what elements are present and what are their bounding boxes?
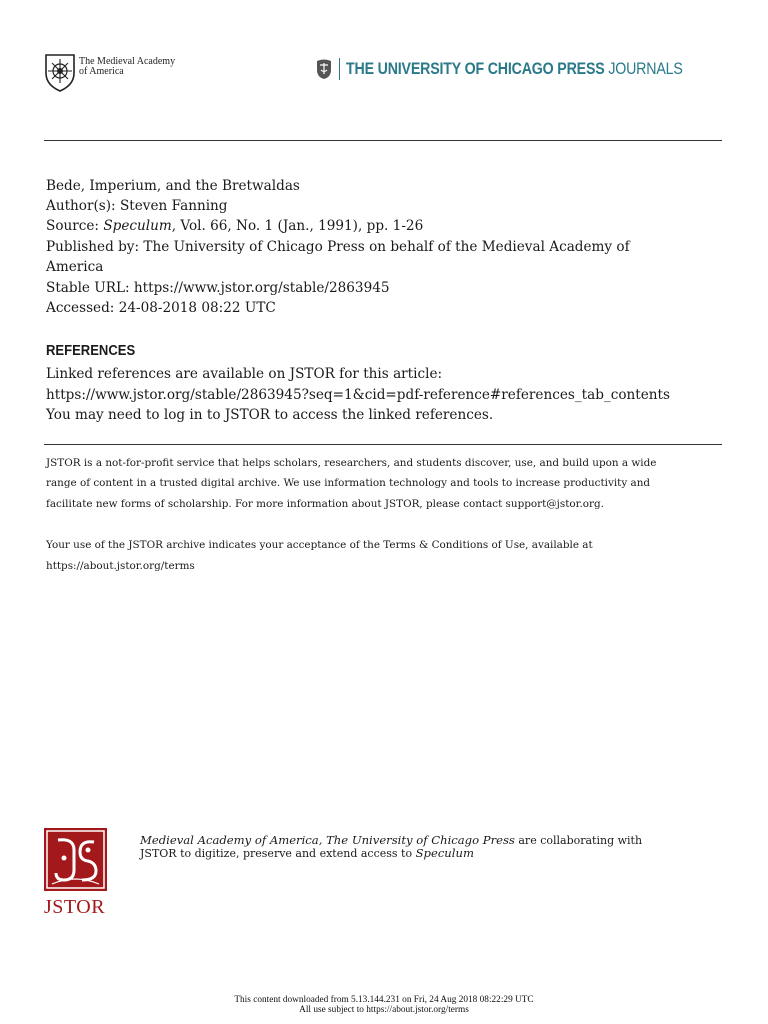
medieval-academy-shield-icon: [44, 53, 76, 93]
ucp-wordmark: [346, 60, 683, 79]
jstor-wordmark: JSTOR: [44, 896, 106, 918]
accessed-date: Accessed: 24-08-2018 08:22 UTC: [46, 300, 276, 316]
references-divider: [44, 444, 722, 445]
references-intro: Linked references are available on JSTOR for this article:: [46, 366, 443, 382]
medieval-academy-logo: [44, 53, 175, 93]
ucp-logo-divider: [339, 58, 340, 80]
terms-notice: All use subject to https://about.jstor.org/terms: [299, 1005, 469, 1015]
header-divider: [44, 140, 722, 141]
jstor-logo: [44, 828, 107, 891]
collaboration-line1-rest: are collaborating with: [514, 834, 643, 847]
article-source: [46, 216, 423, 237]
download-notice: This content downloaded from 5.13.144.231 on Fri, 24 Aug 2018 08:22:29 UTC: [234, 995, 534, 1005]
article-title: Bede, Imperium, and the Bretwaldas: [46, 178, 300, 194]
collaboration-journal: Speculum: [415, 846, 474, 860]
stable-url[interactable]: Stable URL: https://www.jstor.org/stable/2863945: [46, 280, 390, 296]
references-link[interactable]: https://www.jstor.org/stable/2863945?seq=1&cid=pdf-reference#references_tab_contents: [46, 387, 670, 403]
notice-para1-line3: facilitate new forms of scholarship. For more information about JSTOR, please contact support@jstor.org.: [46, 498, 604, 510]
collaborating-publishers: Medieval Academy of America, The University of Chicago Press: [140, 833, 515, 847]
notice-para1-line2: range of content in a trusted digital archive. We use information technology and tools to increase productivity and: [46, 477, 651, 489]
published-by-line1: Published by: The University of Chicago Press on behalf of the Medieval Academy of: [46, 239, 630, 255]
medieval-logo-line2: of America: [79, 66, 124, 77]
medieval-logo-line1: The Medieval Academy: [79, 56, 176, 67]
source-label: Source:: [46, 218, 104, 234]
notice-para1-line1: JSTOR is a not-for-profit service that helps scholars, researchers, and students discover, use, and build upon a wide: [46, 457, 657, 469]
collaboration-line2-start: JSTOR to digitize, preserve and extend access to: [140, 847, 416, 860]
published-by-line2: America: [46, 259, 104, 275]
ucp-logo-main: THE UNIVERSITY OF CHICAGO PRESS: [346, 59, 605, 78]
notice-para2-line1: Your use of the JSTOR archive indicates your acceptance of the Terms & Conditions of Use, available at: [46, 539, 593, 551]
jstor-monogram-icon: [44, 828, 107, 891]
medieval-academy-wordmark: [79, 57, 175, 77]
ucp-phoenix-icon: [315, 58, 333, 80]
source-details: , Vol. 66, No. 1 (Jan., 1991), pp. 1-26: [171, 218, 424, 234]
university-of-chicago-press-logo: [315, 58, 737, 80]
references-login-note: You may need to log in to JSTOR to access the linked references.: [46, 407, 494, 423]
article-authors: Author(s): Steven Fanning: [46, 198, 228, 214]
collaboration-line2: [140, 846, 474, 861]
source-journal: Speculum: [103, 218, 172, 234]
ucp-logo-suffix: JOURNALS: [608, 59, 683, 78]
references-heading: REFERENCES: [46, 343, 136, 359]
terms-link[interactable]: https://about.jstor.org/terms: [46, 560, 195, 572]
